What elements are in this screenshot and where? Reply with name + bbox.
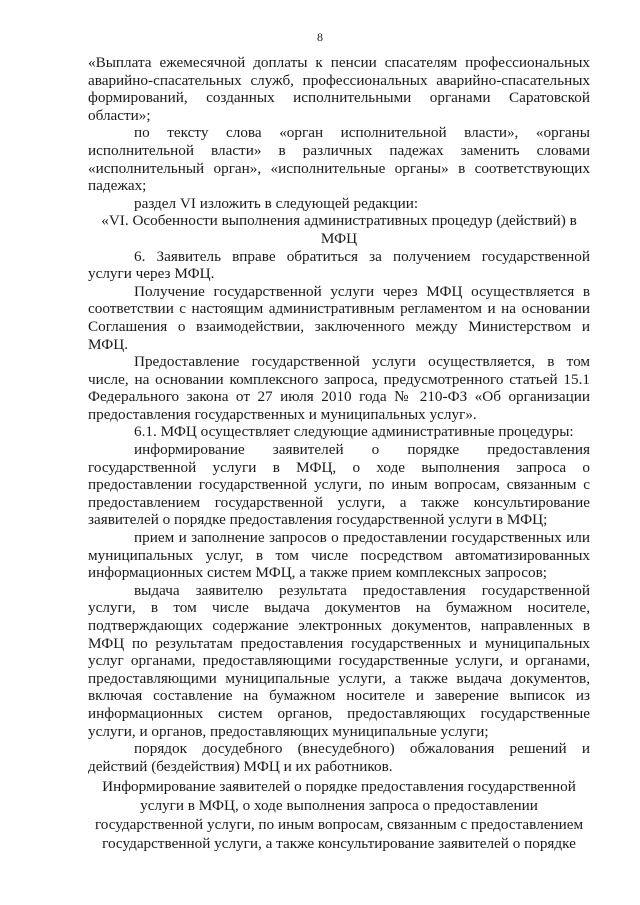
page-number: 8	[317, 30, 323, 44]
paragraph-service-name: «Выплата ежемесячной доплаты к пенсии спасателям профессиональных аварийно-спасательных служб, профессиональных аварийно-спасательных формирований, созданных исполнительными органами Саратовской области»;	[88, 54, 590, 124]
list-item-informing: информирование заявителей о порядке предоставления государственной услуги в МФЦ, о ходе выполнения запроса о предоставлении государственной услуги, по иным вопросам, связанным с предоставлением государственной услуги, а также консультирование заявителей о порядке предоставления государственной услуги в МФЦ;	[88, 441, 590, 529]
paragraph-service-receipt: Получение государственной услуги через МФЦ осуществляется в соответствии с настоящим административным регламентом и на основании Соглашения о взаимодействии, заключенного между Министерством и МФЦ.	[88, 282, 590, 353]
section-title: «VI. Особенности выполнения административных процедур (действий) в МФЦ	[101, 212, 577, 247]
document-body	[88, 54, 590, 853]
paragraph-6: 6. Заявитель вправе обратиться за получением государственной услуги через МФЦ.	[88, 247, 590, 283]
paragraph-replace-terms: по тексту слова «орган исполнительной власти», «органы исполнительной власти» в различных падежах заменить словами «исполнительный орган», «исполнительные органы» в соответствующих падежах;	[88, 124, 590, 195]
paragraph-complex-request: Предоставление государственной услуги осуществляется, в том числе, на основании комплексного запроса, предусмотренного статьей 15.1 Федерального закона от 27 июля 2010 года № 210-ФЗ «Об организации предоставления государственных и муниципальных услуг».	[88, 353, 590, 423]
paragraph-informing-heading: Информирование заявителей о порядке предоставления государственной услуги в МФЦ, о ходе выполнения запроса о предоставлении государственной услуги, по иным вопросам, связанным с предоставлением государственной услуги, а также консультирование заявителей о порядке	[94, 778, 584, 853]
paragraph-section-intro: раздел VI изложить в следующей редакции:	[134, 194, 419, 212]
list-item-issuance: выдача заявителю результата предоставления государственной услуги, в том числе выдача документов на бумажном носителе, подтверждающих содержание электронных документов, направленных в МФЦ по результатам предоставления государственных и муниципальных услуг органами, предоставляющими государственные услуги, и органами, предоставляющими муниципальные услуги, а также выдача документов, включая составление на бумажном носителе и заверение выписок из информационных систем органов, предоставляющих государственные услуги, и органов, предоставляющих муниципальные услуги;	[88, 581, 590, 740]
list-item-appeal: порядок досудебного (внесудебного) обжалования решений и действий (бездействия) МФЦ и их работников.	[88, 740, 590, 775]
paragraph-6-1: 6.1. МФЦ осуществляет следующие административные процедуры:	[134, 423, 574, 441]
list-item-reception: прием и заполнение запросов о предоставлении государственных или муниципальных услуг, в том числе посредством автоматизированных информационных систем МФЦ, а также прием комплексных запросов;	[88, 529, 590, 582]
